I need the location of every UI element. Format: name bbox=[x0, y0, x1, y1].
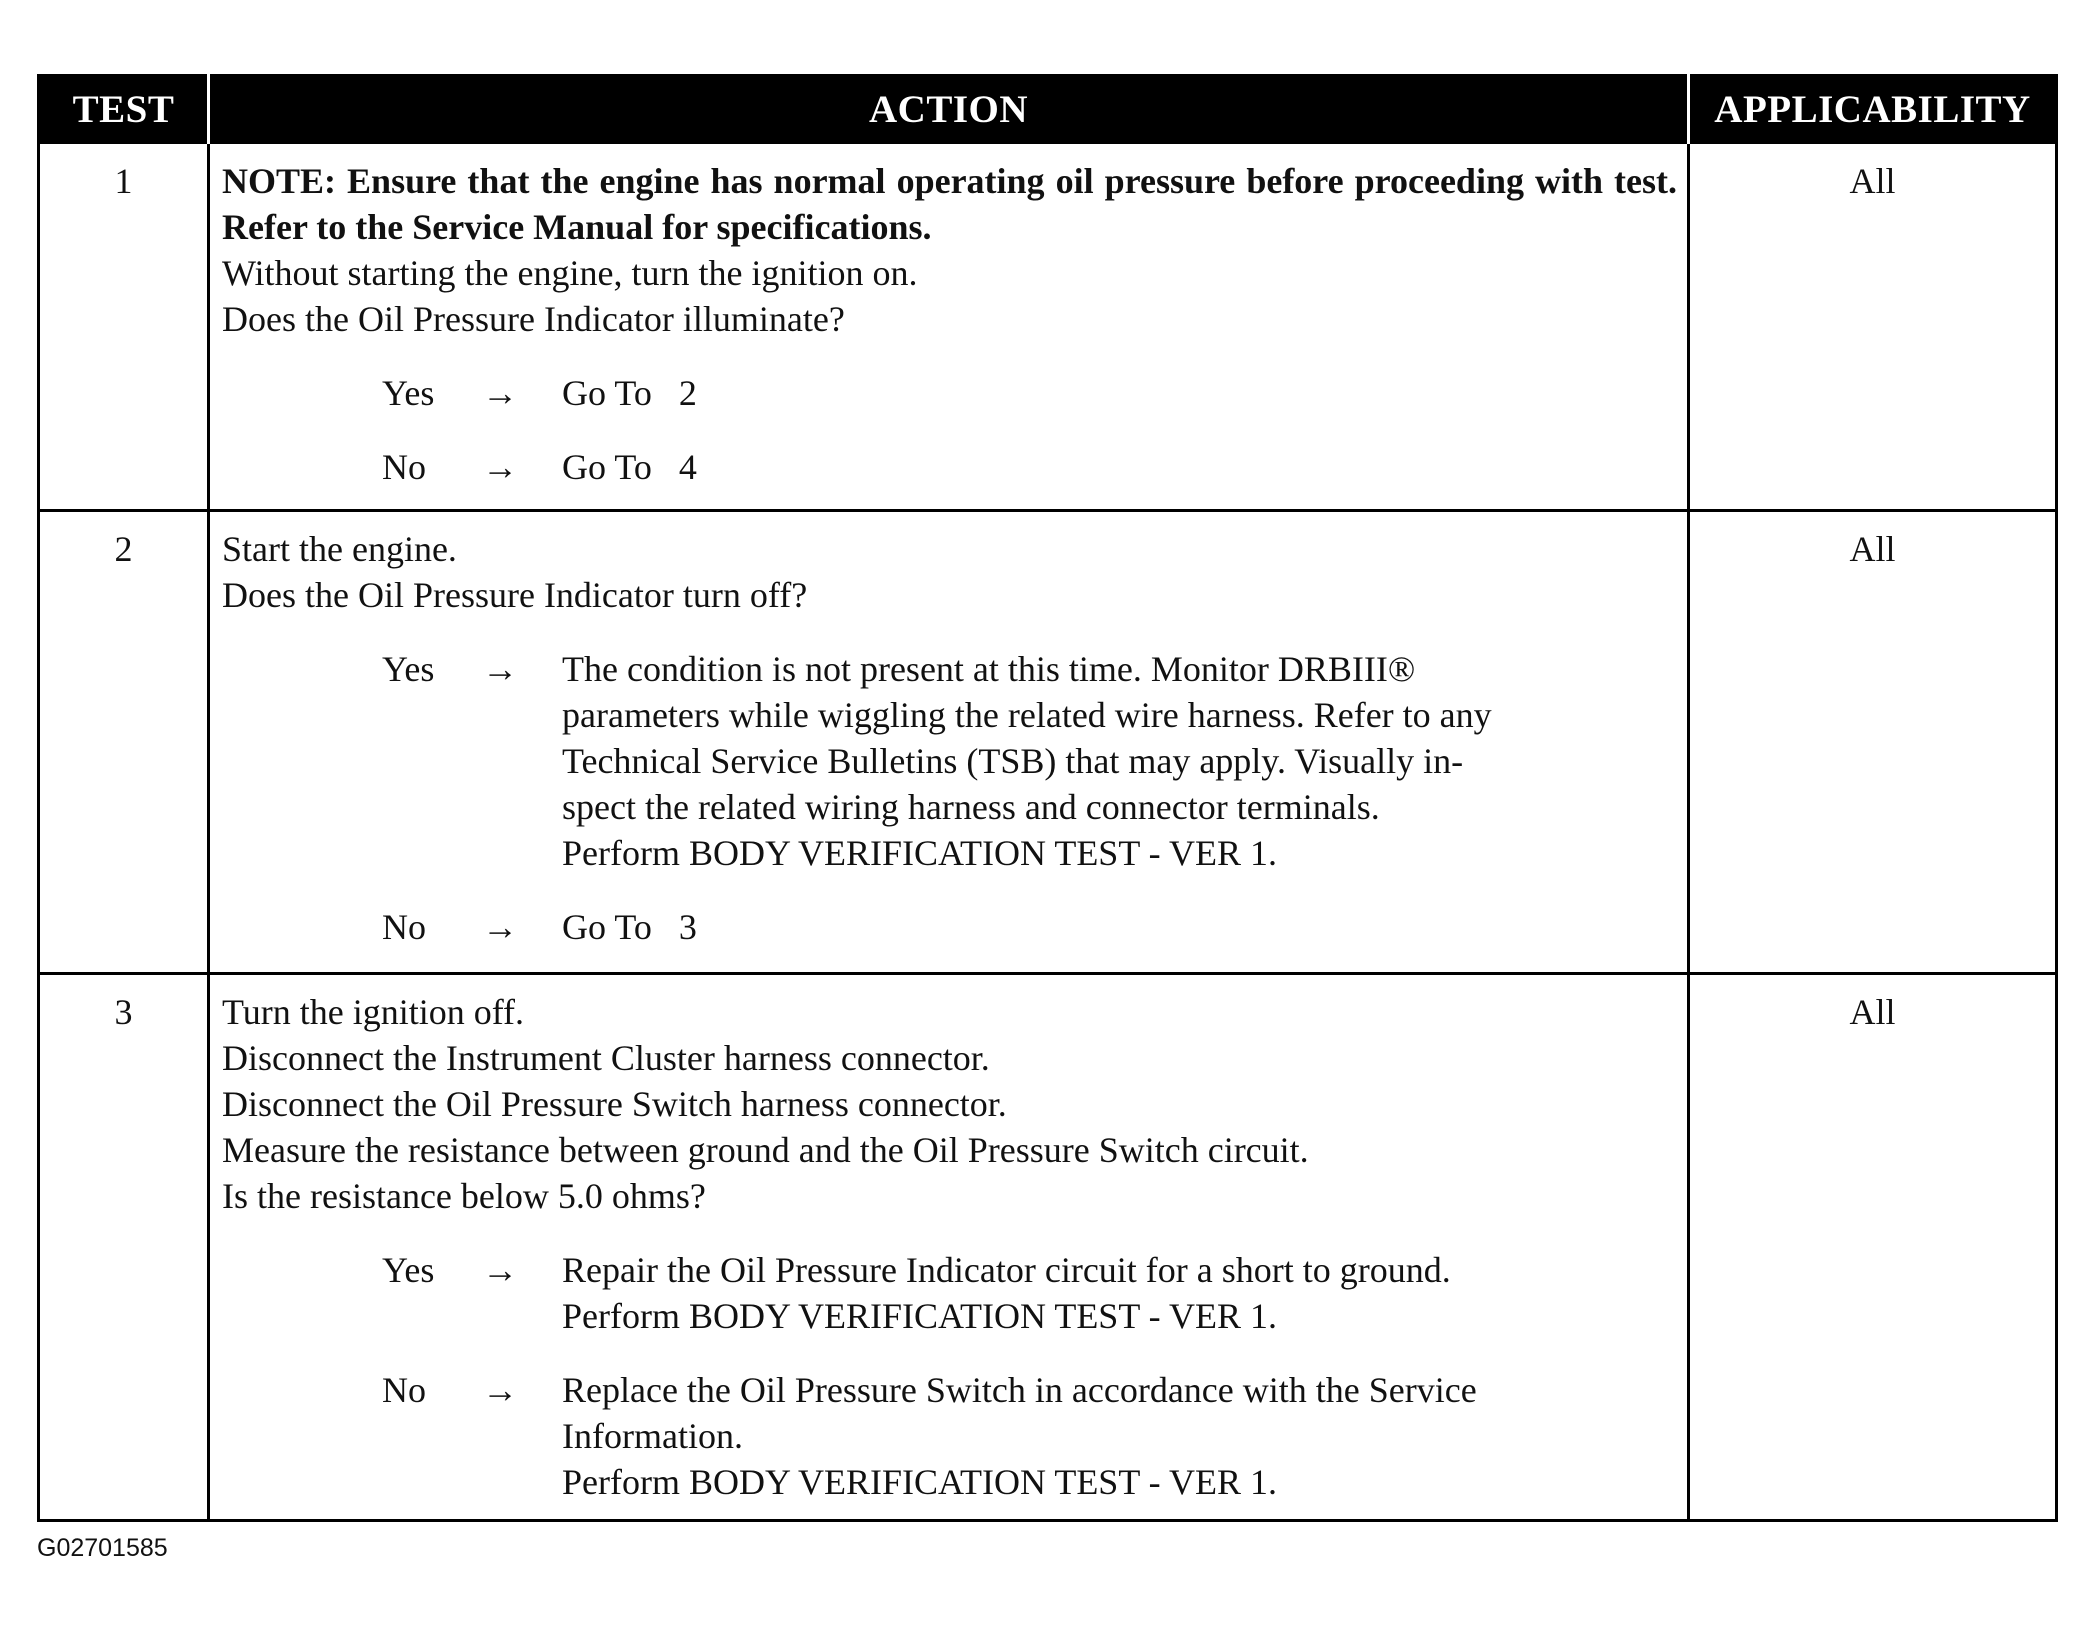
applicability-cell: All bbox=[1689, 974, 2057, 1521]
table-row bbox=[39, 511, 2057, 974]
branch-result bbox=[562, 904, 1677, 950]
branch-no bbox=[222, 904, 1677, 950]
branch-result bbox=[562, 646, 1677, 876]
branch-result-line: Perform BODY VERIFICATION TEST - VER 1. bbox=[562, 1462, 1278, 1502]
branch-result-line: parameters while wiggling the related wire harness. Refer to any bbox=[562, 695, 1492, 735]
branch-result-line: Go To 2 bbox=[562, 373, 697, 413]
branch-answer: No bbox=[382, 1370, 426, 1410]
branch-result bbox=[562, 370, 1677, 416]
test-number: 1 bbox=[39, 143, 209, 511]
branch-result-line: Perform BODY VERIFICATION TEST - VER 1. bbox=[562, 1296, 1278, 1336]
branch-result-line: Repair the Oil Pressure Indicator circuit for a short to ground. bbox=[562, 1250, 1451, 1290]
branch-result-line: Go To 3 bbox=[562, 907, 697, 947]
table-header bbox=[39, 76, 2057, 143]
table-row bbox=[39, 143, 2057, 511]
header-action: ACTION bbox=[209, 76, 1689, 143]
branch-no bbox=[222, 444, 1677, 490]
branch-result bbox=[562, 1247, 1677, 1339]
branch-yes bbox=[222, 646, 1677, 876]
action-note: NOTE: Ensure that the engine has normal operating oil pressure before proceeding with test. Refer to the Service Manual for specifications. bbox=[222, 161, 1677, 247]
branch-answer: No bbox=[382, 907, 426, 947]
branch-answer: Yes bbox=[382, 1250, 435, 1290]
action-step: Does the Oil Pressure Indicator turn off? bbox=[222, 575, 808, 615]
image-id-label: G02701585 bbox=[37, 1534, 168, 1562]
branch-answer: No bbox=[382, 447, 426, 487]
action-step: Measure the resistance between ground and the Oil Pressure Switch circuit. bbox=[222, 1130, 1309, 1170]
applicability-cell: All bbox=[1689, 511, 2057, 974]
table-body bbox=[39, 143, 2057, 1521]
applicability-cell: All bbox=[1689, 143, 2057, 511]
action-step: Does the Oil Pressure Indicator illuminate? bbox=[222, 299, 845, 339]
branch-result-line: spect the related wiring harness and connector terminals. bbox=[562, 787, 1380, 827]
action-step: Is the resistance below 5.0 ohms? bbox=[222, 1176, 706, 1216]
table-row bbox=[39, 974, 2057, 1521]
action-step: Turn the ignition off. bbox=[222, 992, 525, 1032]
header-applicability: APPLICABILITY bbox=[1689, 76, 2057, 143]
action-step: Disconnect the Oil Pressure Switch harness connector. bbox=[222, 1084, 1007, 1124]
branch-result bbox=[562, 1367, 1677, 1505]
action-cell bbox=[209, 143, 1689, 511]
action-step: Start the engine. bbox=[222, 529, 457, 569]
header-test: TEST bbox=[39, 76, 209, 143]
branch-result-line: Technical Service Bulletins (TSB) that may apply. Visually in- bbox=[562, 741, 1464, 781]
arrow-right-icon: → bbox=[482, 1250, 518, 1290]
branch-yes bbox=[222, 370, 1677, 416]
branch-result bbox=[562, 444, 1677, 490]
branch-result-line: Information. bbox=[562, 1416, 743, 1456]
arrow-right-icon: → bbox=[482, 373, 518, 413]
arrow-right-icon: → bbox=[482, 447, 518, 487]
branch-no bbox=[222, 1367, 1677, 1505]
action-step: Disconnect the Instrument Cluster harness connector. bbox=[222, 1038, 990, 1078]
action-cell bbox=[209, 974, 1689, 1521]
test-number: 2 bbox=[39, 511, 209, 974]
action-step: Without starting the engine, turn the ignition on. bbox=[222, 253, 918, 293]
branch-result-line: Replace the Oil Pressure Switch in accordance with the Service bbox=[562, 1370, 1477, 1410]
branch-result-line: Perform BODY VERIFICATION TEST - VER 1. bbox=[562, 833, 1278, 873]
branch-result-line: Go To 4 bbox=[562, 447, 697, 487]
arrow-right-icon: → bbox=[482, 649, 518, 689]
arrow-right-icon: → bbox=[482, 907, 518, 947]
branch-yes bbox=[222, 1247, 1677, 1339]
action-cell bbox=[209, 511, 1689, 974]
arrow-right-icon: → bbox=[482, 1370, 518, 1410]
test-number: 3 bbox=[39, 974, 209, 1521]
branch-result-line: The condition is not present at this time. Monitor DRBIII® bbox=[562, 649, 1416, 689]
branch-answer: Yes bbox=[382, 649, 435, 689]
branch-answer: Yes bbox=[382, 373, 435, 413]
diagnostic-test-table bbox=[37, 74, 2058, 1522]
